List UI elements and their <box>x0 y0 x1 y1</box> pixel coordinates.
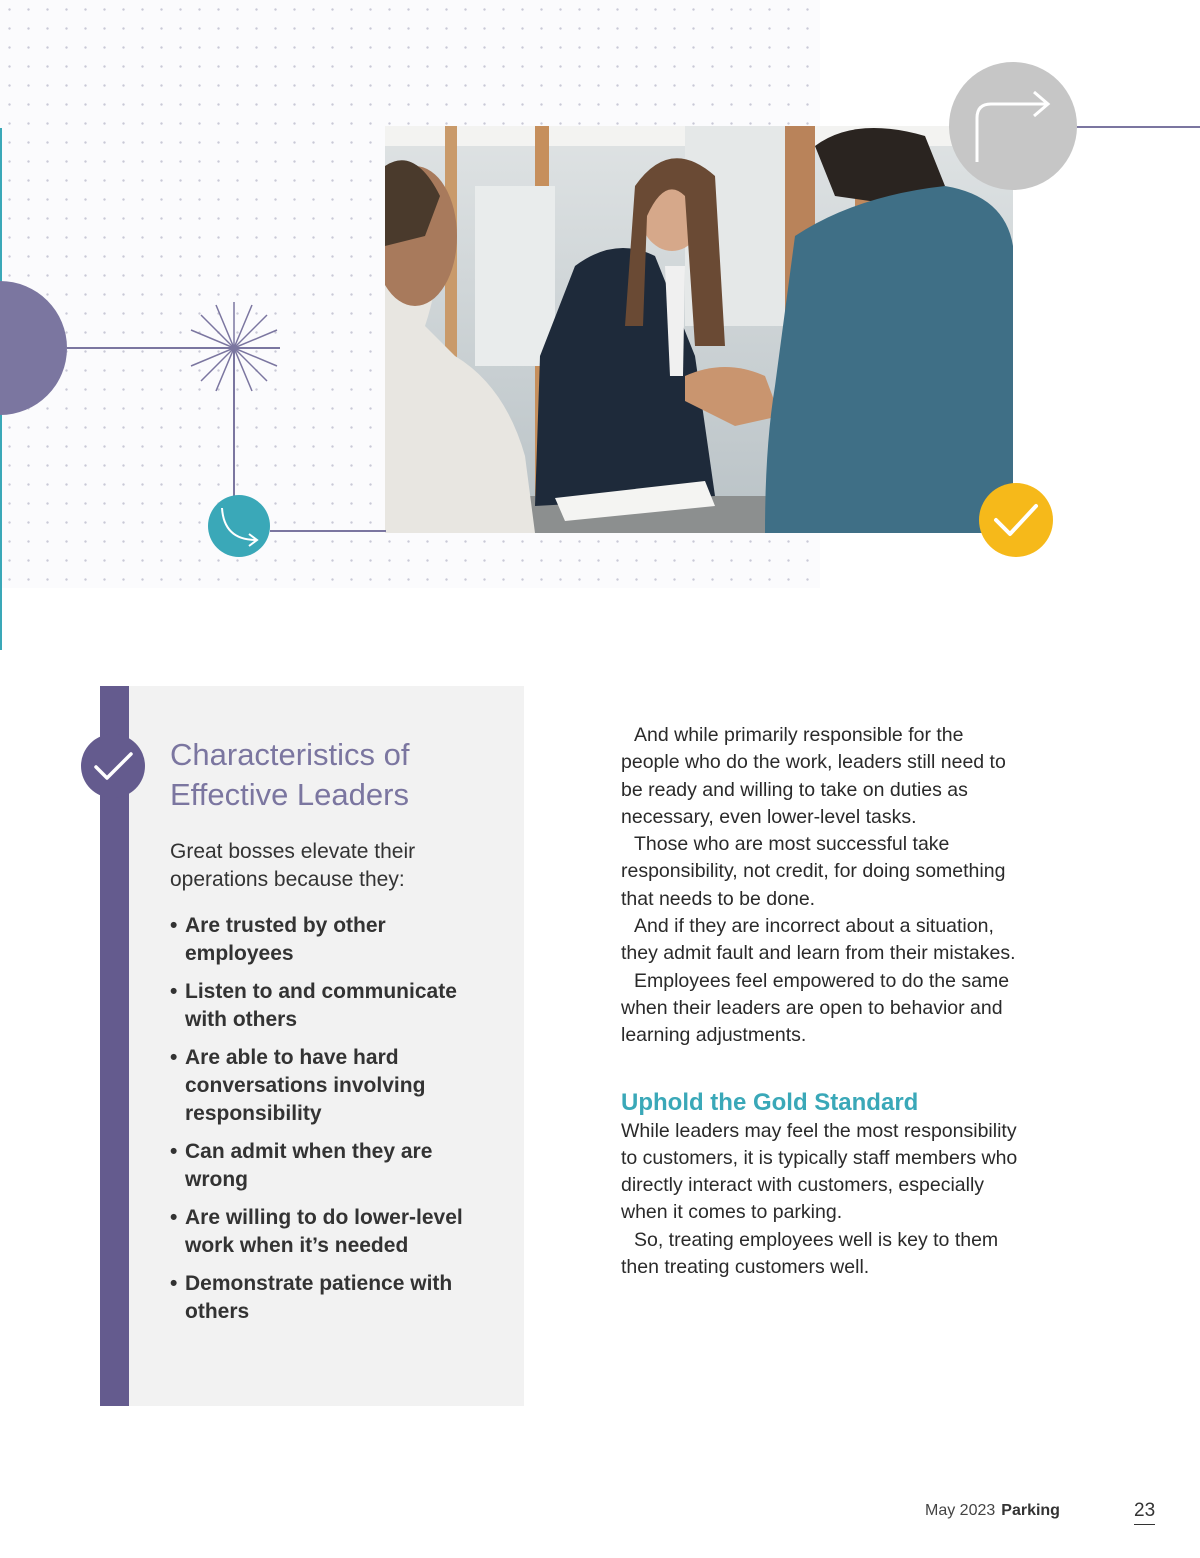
list-item: • Can admit when they are wrong <box>170 1138 500 1194</box>
article-column <box>621 722 1021 1281</box>
footer-issue <box>925 1502 1060 1520</box>
footer-magazine: Parking <box>1001 1502 1060 1519</box>
article-paragraph: Those who are most successful take responsibility, not credit, for doing something that needs to be done. <box>621 833 1006 910</box>
sidebar-list <box>170 912 500 1336</box>
article-paragraph: While leaders may feel the most responsibility to customers, it is typically staff members who directly interact with customers, especially when it comes to parking. <box>621 1119 1018 1224</box>
sidebar-title-line2: Effective Leaders <box>170 777 409 812</box>
handshake-photo <box>385 126 1013 533</box>
sidebar-title-line1: Characteristics of <box>170 737 410 772</box>
checkmark-icon <box>81 734 145 798</box>
list-item: • Are willing to do lower-level work when it’s needed <box>170 1204 500 1260</box>
list-item: • Are trusted by other employees <box>170 912 500 968</box>
footer-date: May 2023 <box>925 1502 996 1519</box>
article-paragraph: And while primarily responsible for the people who do the work, leaders still need to be ready and willing to take on duties as necessary, even lower-level tasks. <box>621 724 1006 828</box>
teal-edge-line <box>0 128 2 650</box>
article-paragraph: Employees feel empowered to do the same when their leaders are open to behavior and learning adjustments. <box>621 969 1010 1047</box>
article-paragraph: So, treating employees well is key to them then treating customers well. <box>621 1228 999 1279</box>
sidebar-title <box>170 735 510 815</box>
article-paragraph: And if they are incorrect about a situation, they admit fault and learn from their mistakes. <box>621 915 1016 965</box>
list-item: • Listen to and communicate with others <box>170 978 500 1034</box>
article-subhead: Uphold the Gold Standard <box>621 1088 919 1116</box>
sidebar-intro: Great bosses elevate their operations because they: <box>170 840 416 891</box>
page-number: 23 <box>1134 1500 1155 1525</box>
list-item: • Demonstrate patience with others <box>170 1270 500 1326</box>
list-item: • Are able to have hard conversations involving responsibility <box>170 1044 500 1128</box>
